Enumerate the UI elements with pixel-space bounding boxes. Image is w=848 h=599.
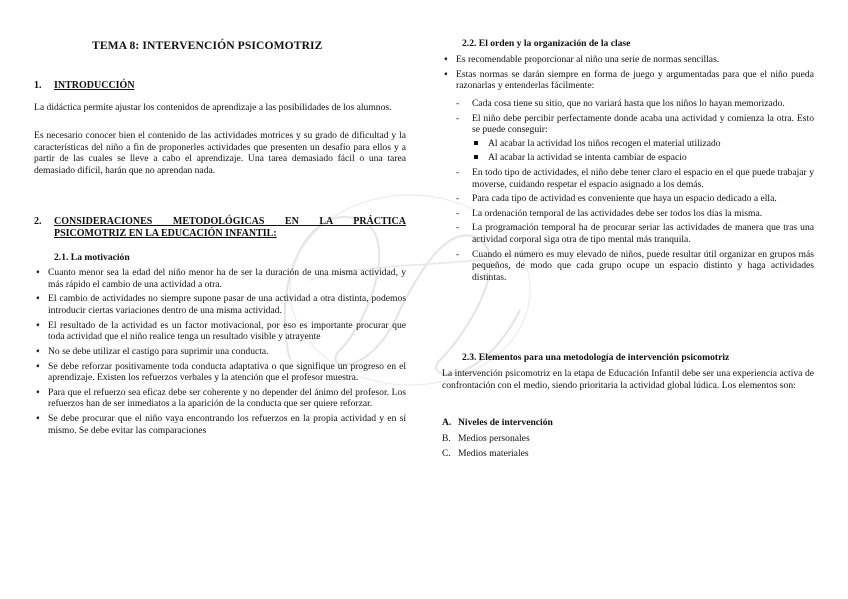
arrow-bullet-icon: ➧	[35, 414, 41, 423]
list-item: B. Medios personales	[442, 432, 530, 444]
list-item: ➧ Es recomendable proporcionar al niño una serie de normas sencillas.	[443, 54, 720, 65]
list-item: - La programación temporal ha de procurar seriar las actividades de manera que tras una actividad corporal siga otra de tipo mental más tranquila.	[456, 222, 814, 245]
list-item: Al acabar la actividad los niños recogen el material utilizado	[472, 138, 814, 150]
list-item: A. Niveles de intervención	[442, 417, 553, 428]
square-bullet-icon	[474, 141, 478, 145]
list-item: ➧ Cuanto menor sea la edad del niño menor ha de ser la duración de una misma actividad, y más rápido el cambio de una actividad a otra.	[35, 267, 406, 290]
list-item: - Cada cosa tiene su sitio, que no variará hasta que los niños lo hayan memorizado.	[456, 98, 785, 109]
list-item: - Cuando el número es muy elevado de niños, puede resultar útil organizar en grupos más pequeños, de modo que cada grupo ocupe un espacio distinto y haga actividades distintas.	[456, 248, 814, 283]
arrow-bullet-icon: ➧	[35, 294, 41, 303]
motivation-bullet-list	[34, 267, 406, 439]
elements-paragraph: La intervención psicomotriz en la etapa de Educación Infantil debe ser una experiencia activa de confrontación con el medio, siendo prioritaria la actividad global lúdica. Los elementos son:	[442, 368, 814, 391]
list-item: ➧ No se debe utilizar el castigo para suprimir una conducta.	[35, 345, 269, 357]
arrow-bullet-icon: ➧	[35, 268, 41, 276]
subsection-heading-orden: 2.2. El orden y la organización de la clase	[462, 38, 631, 49]
list-item: - La ordenación temporal de las actividades debe ser todos los días la misma.	[456, 207, 763, 219]
norms-dash-list	[442, 98, 814, 286]
order-bullet-list	[442, 54, 814, 95]
arrow-bullet-icon: ➧	[35, 361, 41, 370]
arrow-bullet-icon: ➧	[35, 387, 41, 396]
list-item: C. Medios materiales	[442, 448, 529, 460]
arrow-bullet-icon: ➧	[443, 69, 449, 78]
section-heading-consideraciones: 2. CONSIDERACIONES METODOLÓGICAS EN LA PRÁCTICA PSICOMOTRIZ EN LA EDUCACIÓN INFANTIL:	[34, 216, 406, 239]
list-item: Al acabar la actividad se intenta cambiar de espacio	[472, 152, 814, 164]
list-item: ➧ Se debe procurar que el niño vaya encontrando los refuerzos en la propia actividad y en sí mismo. Se debe evitar las comparaciones	[35, 413, 406, 436]
elements-lettered-list	[442, 417, 814, 464]
list-item: - Para cada tipo de actividad es conveniente que haya un espacio dedicado a ella.	[456, 193, 777, 205]
list-item: - El niño debe percibir perfectamente donde acaba una actividad y comienza la otra. Esto se puede conseguir: Al acabar la actividad los niños recogen el material utilizado Al acabar la actividad se intenta cambiar de espacio	[456, 112, 814, 164]
list-item: ➧ El resultado de la actividad es un factor motivacional, por eso es importante procurar que toda actividad que el niño realice tenga un resultado visible y atrayente	[35, 319, 406, 343]
page-title: TEMA 8: INTERVENCIÓN PSICOMOTRIZ	[92, 39, 323, 52]
intro-paragraph-2: Es necesario conocer bien el contenido de las actividades motrices y su grado de dificultad y la características del niño a fin de proponerles actividades que presenten un desafío para ellos y a partir de las cuales se lleve a cabo el aprendizaje. Una tarea demasiado fácil o una tarea demasiado difícil, harán que no aprendan nada.	[34, 130, 406, 176]
arrow-bullet-icon: ➧	[443, 55, 449, 63]
list-item: ➧ El cambio de actividades no siempre supone pasar de una actividad a otra distinta, podemos introducir ciertas variaciones dentro de una misma actividad.	[35, 293, 406, 316]
intro-paragraph-1: La didáctica permite ajustar los contenidos de aprendizaje a las posibilidades de los alumnos.	[34, 102, 392, 113]
list-item: - En todo tipo de actividades, el niño debe tener claro el espacio en el que puede trabajar y moverse, cuidando respetar el espacio asignado a los demás.	[456, 166, 814, 190]
section-heading-introduccion: 1. INTRODUCCIÓN	[34, 80, 135, 91]
subsection-heading-motivacion: 2.1. La motivación	[54, 252, 130, 263]
square-sub-list	[472, 138, 814, 164]
list-item: ➧ Para que el refuerzo sea eficaz debe ser coherente y no depender del ánimo del profesor. Los refuerzos han de ser inmediatos a la aparición de la conducta que ser quiere reforzar.	[35, 386, 406, 410]
list-item: ➧ Se debe reforzar positivamente toda conducta adaptativa o que signifique un progreso en el aprendizaje. Existen los refuerzos verbales y la atención que el profesor muestra.	[35, 360, 406, 384]
list-item: ➧ Estas normas se darán siempre en forma de juego y argumentadas para que el niño pueda razonarlas y entenderlas fácilmente:	[443, 68, 814, 92]
subsection-heading-elementos: 2.3. Elementos para una metodología de intervención psicomotriz	[462, 352, 730, 363]
square-bullet-icon	[474, 155, 478, 159]
arrow-bullet-icon: ➧	[35, 320, 41, 329]
arrow-bullet-icon: ➧	[35, 346, 41, 355]
